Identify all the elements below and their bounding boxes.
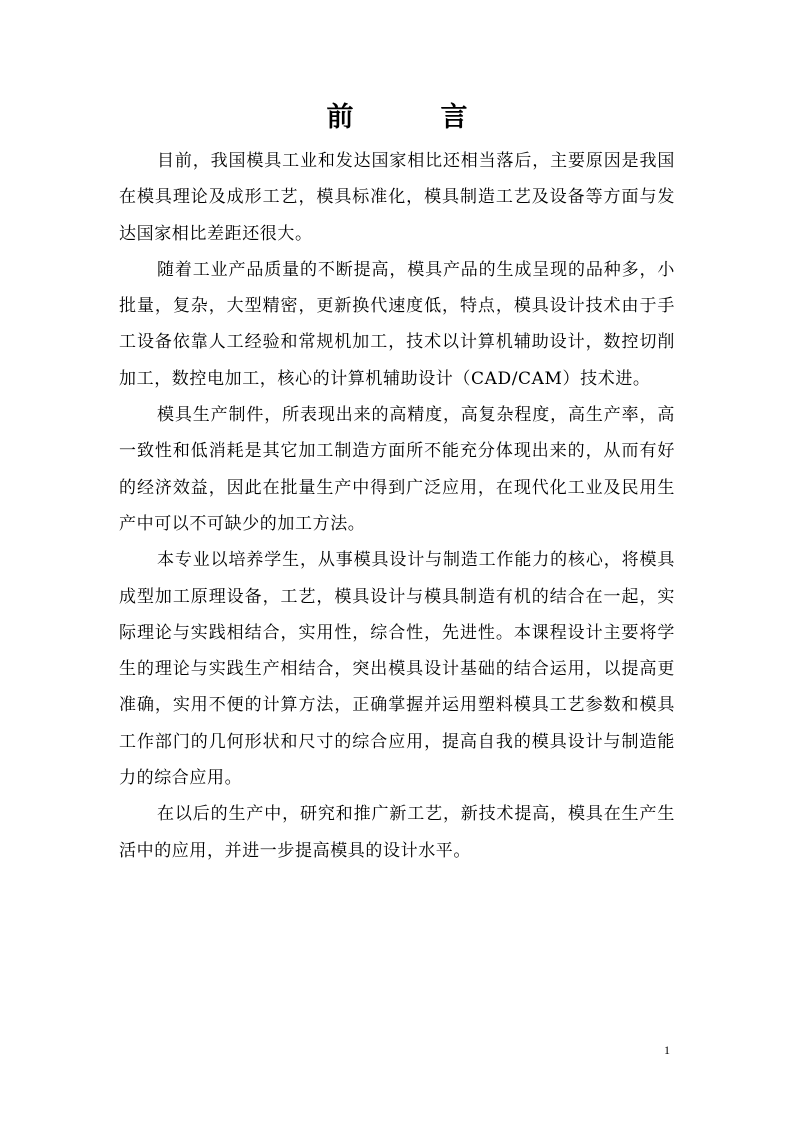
paragraph-4: 本专业以培养学生，从事模具设计与制造工作能力的核心，将模具成型加工原理设备，工艺，模具设计与模具制造有机的结合在一起，实际理论与实践相结合，实用性，综合性，先进性。本课程设计主要将学生的理论与实践生产相结合，突出模具设计基础的结合运用，以提高更准确，实用不便的计算方法，正确掌握并运用塑料模具工艺参数和模具工作部门的几何形状和尺寸的综合应用，提高自我的模具设计与制造能力的综合应用。 [119, 550, 675, 789]
paragraph-2: 随着工业产品质量的不断提高，模具产品的生成呈现的品种多，小批量，复杂，大型精密，更新换代速度低，特点，模具设计技术由于手工设备依靠人工经验和常规机加工，技术以计算机辅助设计，数控切削加工，数控电加工，核心的计算机辅助设计（CAD/CAM）技术进。 [119, 259, 675, 389]
body-text [119, 143, 675, 869]
paragraph-5: 在以后的生产中，研究和推广新工艺，新技术提高，模具在生产生活中的应用，并进一步提高模具的设计水平。 [119, 804, 675, 861]
paragraph-3: 模具生产制件，所表现出来的高精度，高复杂程度，高生产率，高一致性和低消耗是其它加工制造方面所不能充分体现出来的，从而有好的经济效益，因此在批量生产中得到广泛应用，在现代化工业及民用生产中可以不可缺少的加工方法。 [119, 405, 675, 534]
paragraph-1: 目前，我国模具工业和发达国家相比还相当落后，主要原因是我国在模具理论及成形工艺，模具标准化，模具制造工艺及设备等方面与发达国家相比差距还很大。 [119, 151, 675, 244]
page-title: 前 言 [326, 102, 498, 133]
page-number: 1 [664, 1043, 670, 1057]
